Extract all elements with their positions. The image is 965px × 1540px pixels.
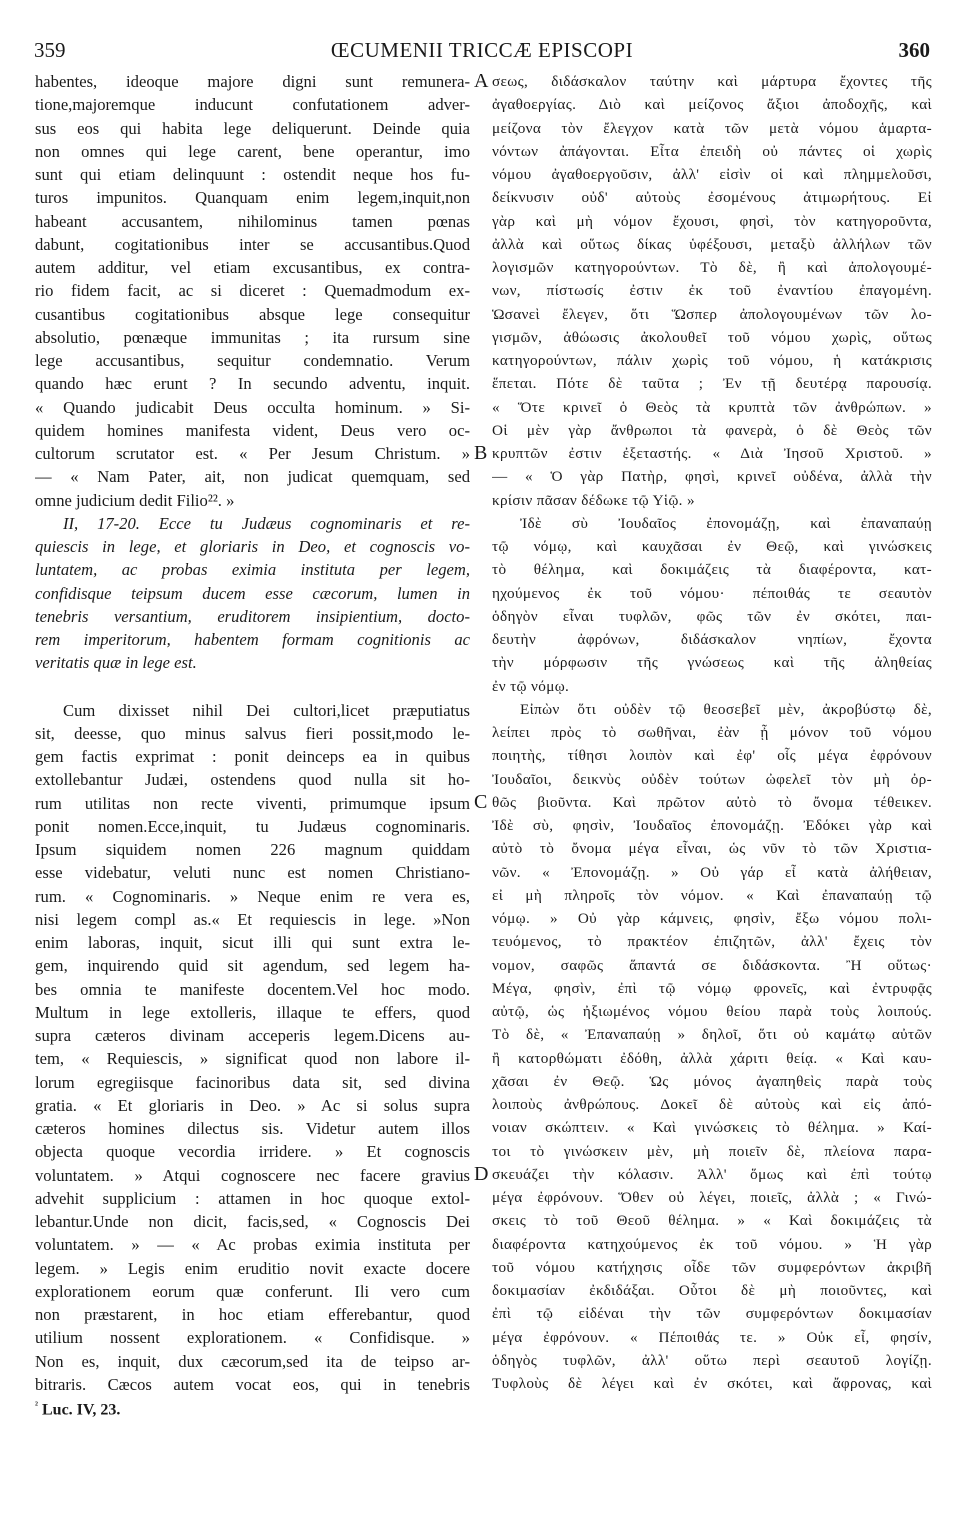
greek-text-line: τὸ θέλημα, καὶ δοκιμάζεις τὰ διαφέροντα, κατ- — [492, 561, 932, 579]
greek-text-line: τῷ νόμῳ, καὶ καυχᾶσαι ἐν Θεῷ, καὶ γινώσκεις — [492, 538, 932, 555]
latin-text-line: quiescis in lege, et gloriaris in Deo, et cognoscis vo- — [35, 537, 470, 556]
latin-text-line: quando hæc erunt ? In secundo adventu, inquit. — [35, 374, 470, 394]
latin-text-line: lebantur.Unde non dicit, facis,sed, « Cognoscis Dei — [35, 1212, 470, 1231]
latin-paragraph-gap — [35, 675, 470, 699]
greek-text-line: νομον, σαφῶς ἅπαντά σε διδάσκοντα. Ἢ οὕτως· — [492, 956, 932, 974]
latin-text-line: omne judicium dedit Filio²². » — [35, 490, 235, 510]
latin-text-line: legem. » Legis enim eruditio novit exacte docere — [35, 1258, 470, 1278]
greek-text-line: αὐτῷ, ὡς ἠξιωμένος νόμου θείου παρὰ τοὺς λοιπούς. — [492, 1003, 932, 1020]
latin-text-line: ponit nomen.Ecce,inquit, tu Judæus cognominaris. — [35, 816, 470, 836]
greek-text-line: σεως, διδάσκαλον ταύτην καὶ μάρτυρα ἔχοντες τῆς — [492, 73, 932, 90]
greek-text-line: θῶς βιοῦντα. Καὶ πρῶτον αὐτὸ τὸ ὄνομα τέθεικεν. — [492, 793, 932, 811]
latin-text-line: Multum in lege extolleris, illaque te effers, quod — [35, 1002, 470, 1022]
latin-text-line: sus eos qui habita lege deliquerunt. Deinde quia — [35, 118, 470, 138]
latin-text-line: sit, deesse, quo minus salvus fieri possit,modo le- — [35, 723, 470, 743]
latin-column — [35, 70, 470, 1396]
latin-text-line: dabunt, cogitationibus inter se accusantibus.Quod — [35, 234, 470, 254]
latin-text-line: rio fidem facit, ac si diceret : Quemadmodum ex- — [35, 281, 470, 301]
latin-text-line: bitraris. Cæcos autem vocat eos, qui in tenebris — [35, 1374, 470, 1394]
latin-text-line: quidem homines manifesta vident, Deus vero oc- — [35, 420, 470, 440]
greek-text-line: λοιποὺς ἀνθρώπους. Δοκεῖ δὲ αὐτοὺς καὶ εἰς ἀπό- — [492, 1096, 932, 1113]
latin-text-line: esse videbatur, veluti nunc est nomen Christiano- — [35, 863, 470, 883]
greek-text-line: νων, πίστωσίς ἐστιν ἐκ τοῦ ἐναντίου ἐπαγομένη. — [492, 282, 932, 300]
latin-text-line: extollebantur Judæi, ostendens quod nulla sit ho- — [35, 770, 470, 790]
greek-text-line: νῶν. « Ἐπονομάζῃ. » Οὐ γάρ εἶ κατὰ ἀλήθειαν, — [492, 863, 932, 881]
greek-text-line: τευόμενος, τὸ πρακτέον ἐπιζητῶν, ἀλλ' ἔχεις τὸν — [492, 933, 932, 951]
greek-text-line: γὰρ καὶ μὴ νόμον ἔχουσι, φησὶ, τὸν κατηγοροῦντα, — [492, 212, 932, 230]
greek-text-line: Εἰπὼν ὅτι οὐδὲν τῷ θεοσεβεῖ μὲν, ἀκροβύστῳ δὲ, — [520, 700, 932, 718]
greek-text-line: ποιητὴς, τίθησι λοιπὸν καὶ ἐφ' οἷς μέγα ἐφρόνουν — [492, 747, 932, 765]
greek-text-line: ἢ κατορθώματι ἐδόθη, ἀλλὰ χάριτι θείᾳ. « Καὶ καυ- — [492, 1049, 932, 1067]
latin-text-line: gratia. « Et gloriaris in Deo. » Ac si solus supra — [35, 1095, 470, 1115]
latin-text-line: habeant accusantem, nihilominus tamen pœnas — [35, 211, 470, 231]
greek-text-line: Τὸ δὲ, « Ἐπαναπαύῃ » δηλοῖ, ὅτι οὐ καμάτῳ αὐτῶν — [492, 1026, 932, 1044]
latin-text-line: supra cæteros divinam acceperis legem.Dicens au- — [35, 1026, 470, 1045]
running-title: ŒCUMENII TRICCÆ EPISCOPI — [330, 38, 634, 62]
latin-text-line: Ipsum siquidem nomen 226 magnum quiddam — [35, 840, 470, 859]
greek-text-line: σκεις τὸ τοῦ Θεοῦ θέλημα. » « Καὶ δοκιμάζεις τὰ — [492, 1212, 932, 1230]
latin-text-line: turos impunitos. Quanquam enim legem,inquit,non — [35, 188, 470, 208]
latin-text-line: lege accusantibus, sequitur condemnatio. Verum — [35, 351, 470, 370]
latin-text-line: nisi legem compl as.« Et requiescis in lege. »Non — [35, 909, 470, 929]
footnote — [35, 1400, 120, 1419]
latin-text-line: advehit supplicium : attamen in hoc quoque extol- — [35, 1188, 470, 1208]
latin-text-line: rum. « Cognominaris. » Neque enim re vera es, — [35, 886, 470, 906]
latin-text-line: gem, inquirendo quid sit agendum, sed legem ha- — [35, 956, 470, 976]
latin-text-line: gem factis exprimat : ponit deinceps ea in quibus — [35, 747, 470, 766]
latin-text-line: tione,majoremque inducunt confutationem adver- — [35, 95, 470, 115]
latin-text-line: « Quando judicabit Deus occulta hominum. » Si- — [35, 397, 470, 417]
greek-text-line: μέγα ἐφρόνουν. Ὅθεν οὐ λέγει, ποιεῖς, ἀλλὰ ; « Γινώ- — [492, 1189, 932, 1206]
greek-text-line: λείπει πρὸς τὸ σωθῆναι, ἐὰν ᾖ μόνον τοῦ νόμου — [492, 724, 932, 741]
latin-text-line: non omnes qui lege carent, bene operantur, imo — [35, 141, 470, 161]
greek-text-line: εἰ μὴ πληροῖς τὸν νόμον. « Καὶ ἐπαναπαύῃ τῷ — [492, 886, 932, 904]
greek-text-line: νόντων ἀπάγονται. Εἶτα ἐπειδὴ οὐ πάντες οἱ χωρὶς — [492, 142, 932, 160]
page-number-left: 359 — [34, 38, 66, 62]
latin-text-line: cusantibus cogitationibus absque lege consequitur — [35, 304, 470, 324]
greek-text-line: ὁδηγὸν εἶναι τυφλῶν, φῶς τῶν ἐν σκότει, παι- — [492, 607, 932, 625]
greek-text-line: Ὡσανεὶ ἔλεγεν, ὅτι Ὥσπερ ἀπολογουμένων τῶν λο- — [492, 305, 932, 323]
latin-text-line: voluntatem. » Atqui cognoscere nec facere gravius — [35, 1165, 470, 1185]
greek-text-line: Τυφλοὺς δὲ λέγει καὶ ἐν σκότει, καὶ ἄφρονας, καὶ — [492, 1375, 932, 1392]
greek-text-line: Ἰδὲ σὺ Ἰουδαῖος ἐπονομάζῃ, καὶ ἐπαναπαύῃ — [520, 514, 932, 532]
greek-text-line: αὐτὸ τὸ ὄνομα μέγα εἶναι, ὡς νῦν τὸ τῶν Χριστια- — [492, 840, 932, 858]
greek-text-line: ἕπεται. Πότε δὲ ταῦτα ; Ἐν τῇ δευτέρᾳ παρουσίᾳ. — [492, 375, 932, 393]
greek-text-line: ἐν τῷ νόμῳ. — [492, 677, 570, 695]
latin-text-line: Cum dixisset nihil Dei cultori,licet præputiatus — [63, 700, 470, 720]
latin-text-line: habentes, ideoque majore digni sunt remunera- — [35, 72, 470, 91]
latin-text-line: rum utilitas non recte viventi, primumque ipsum — [35, 793, 470, 813]
greek-text-line: γισμῶν, ἀθώωσις ἀκολουθεῖ τοῦ νόμου χωρὶς, οὕτως — [492, 328, 932, 346]
greek-text-line: τοι τὸ γινώσκειν μὲν, μὴ ποιεῖν δὲ, πλείονα παρα- — [492, 1142, 932, 1160]
greek-text-line: δοκιμασίαν ἐκδιδάξαι. Οὗτοι δὲ μὴ ποιοῦντες, καὶ — [492, 1282, 932, 1299]
greek-text-line: — « Ὁ γὰρ Πατὴρ, φησὶ, κρινεῖ οὐδένα, ἀλλὰ τὴν — [492, 468, 932, 486]
latin-text-line: veritatis quæ in lege est. — [35, 653, 197, 673]
greek-text-line: διαφέροντα κατηχούμενος ἐκ τοῦ νόμου. » Ἡ γὰρ — [492, 1235, 932, 1253]
greek-text-line: « Ὅτε κρινεῖ ὁ Θεὸς τὰ κρυπτὰ τῶν ἀνθρώπων. » — [492, 398, 932, 416]
latin-text-line: cæteros homines dilectus sis. Videtur autem illos — [35, 1119, 470, 1138]
latin-text-line: confidisque teipsum ducem esse cæcorum, lumen in — [35, 583, 470, 603]
page-header — [34, 38, 930, 68]
latin-text-line: cultorum scrutator est. « Per Jesum Christum. » — [35, 444, 470, 463]
greek-text-line: ἀγαθοεργίας. Διὸ καὶ μείζονος ἄξιοι ἀποδοχῆς, καὶ — [492, 96, 932, 114]
latin-text-line: utilium nossent explorationem. « Confidisque. » — [35, 1328, 470, 1348]
greek-text-line: τοῦ νόμου κατήχησις οἶδε τῶν συμφερόντων ἀκριβῆ — [492, 1258, 932, 1276]
latin-text-line: autem additur, vel etiam excusantibus, ex contra- — [35, 258, 470, 277]
greek-text-line: δευτὴν ἀφρόνων, διδάσκαλον νηπίων, ἔχοντα — [492, 631, 932, 648]
latin-text-line: luntatem, ac probas eximia instituta per legem, — [35, 560, 470, 580]
section-marker-d: D — [474, 1163, 489, 1185]
greek-text-line: μείζονα τὸν ἔλεγχον κατὰ τῶν μετὰ νόμου ἁμαρτα- — [492, 119, 932, 137]
latin-text-line: explorationem eorum quæ conferunt. Ili vero cum — [35, 1281, 470, 1301]
section-marker-c: C — [474, 791, 488, 813]
latin-text-line: non præstarent, in hoc etiam efferebantur, quod — [35, 1305, 470, 1324]
latin-text-line: tenebris versantium, eruditorem insipientium, docto- — [35, 606, 470, 626]
greek-text-line: σκευάζει τὴν κόλασιν. Ἀλλ' ὅμως καὶ ἐπὶ τούτῳ — [492, 1165, 932, 1183]
latin-text-line: tem, « Requiescis, » significat quod non labore il- — [35, 1049, 470, 1069]
greek-text-line: Μέγα, φησὶν, ἐπὶ τῷ νόμῳ φρονεῖς, καὶ ἐντρυφᾷς — [492, 979, 932, 997]
latin-text-line: — « Nam Pater, ait, non judicat quemquam, sed — [35, 467, 470, 487]
greek-text-line: ὁδηγὸς τυφλῶν, ἀλλ' οὕτω περὶ σεαυτοῦ λογίζῃ. — [492, 1351, 932, 1369]
latin-text-line: objecta quoque vecordia irridere. » Et cognoscis — [35, 1142, 470, 1162]
greek-text-line: ἐπὶ τῷ εἰδέναι τὴν τῶν συμφερόντων δοκιμασίαν — [492, 1305, 932, 1323]
greek-text-line: κατηγορούντων, πάλιν χωρὶς τοῦ νόμου, ἡ κατάκρισις — [492, 352, 932, 369]
greek-text-line: Ἰδὲ σὺ, φησὶν, Ἰουδαῖος ἐπονομάζῃ. Ἐδόκει γὰρ καὶ — [492, 817, 932, 834]
section-marker-b: B — [474, 442, 488, 464]
latin-text-line: sunt qui etiam delinquunt : ostendit neque hos fu- — [35, 165, 470, 184]
greek-column — [492, 70, 932, 1395]
greek-text-line: Ἰουδαῖοι, δεικνὺς οὐδὲν τούτων ὠφελεῖ τὸν μὴ ὀρ- — [492, 770, 932, 788]
latin-text-line: Non es, inquit, dux cæcorum,sed ita de teipso ar- — [35, 1351, 470, 1371]
latin-text-line: rem imperitorum, habentem formam cognitionis ac — [35, 630, 470, 649]
footnote-text: Luc. IV, 23. — [42, 1401, 121, 1419]
greek-text-line: τὴν μόρφωσιν τῆς γνώσεως καὶ τῆς ἀληθείας — [492, 654, 932, 672]
greek-text-line: κρυπτῶν ἐστιν ἐξεταστής. « Διὰ Ἰησοῦ Χριστοῦ. » — [492, 445, 932, 462]
greek-text-line: κρίσιν πᾶσαν δέδωκε τῷ Υἱῷ. » — [492, 491, 695, 509]
greek-text-line: νόμου ἀγαθοεργοῦσιν, ἀλλ' εἰσὶν οἱ καὶ πλημμελοῦσι, — [492, 166, 932, 183]
greek-text-line: λογισμῶν κατηγορούντων. Τὸ δὲ, ἢ καὶ ἀπολογουμέ- — [492, 259, 932, 276]
latin-text-line: voluntatem. » — « Ac probas eximia instituta per — [35, 1235, 470, 1255]
latin-text-line: bes omnia te manifeste docentem.Vel hoc modo. — [35, 979, 470, 999]
latin-text-line: enim laboras, inquit, sicut illi qui sunt extra le- — [35, 933, 470, 952]
greek-text-line: νόμῳ. » Οὐ γὰρ κάμνεις, φησὶν, ἔξω νόμου πολι- — [492, 910, 932, 927]
greek-text-line: ηχούμενος ἐκ τοῦ νόμου· πέποιθάς τε σεαυτὸν — [492, 584, 932, 602]
section-marker-a: A — [474, 70, 489, 92]
greek-text-line: μέγα ἐφρόνουν. « Πέποιθάς τε. » Οὐκ εἶ, φησίν, — [492, 1328, 932, 1346]
greek-text-line: Οἱ μὲν γὰρ ἄνθρωποι τὰ φανερὰ, ὁ δὲ Θεὸς τῶν — [492, 421, 932, 439]
page-number-right: 360 — [898, 38, 930, 62]
latin-text-line: absolutio, pœnæque immunitas ; ita rursum sine — [35, 327, 470, 347]
greek-text-line: χᾶσαι ἐν Θεῷ. Ὡς μόνος ἀγαπηθεὶς παρὰ τοὺς — [492, 1072, 932, 1090]
greek-text-line: δείκνυσιν οὐδ' αὐτοὺς ἐσομένους ἀτιμωρήτους. Εἰ — [492, 189, 932, 207]
latin-text-line: lorum egregiisque facinoribus data sit, sed divina — [35, 1072, 470, 1092]
footnote-marker: ² — [35, 1400, 38, 1411]
greek-text-line: νοιαν σκώπτειν. « Καὶ γινώσκεις τὸ θέλημα. » Καί- — [492, 1119, 932, 1137]
greek-text-line: ἀλλὰ καὶ οὕτως δίκας ὑφέξουσι, μεταξὺ ἀλλήλων τῶν — [492, 235, 932, 253]
latin-text-line: II, 17-20. Ecce tu Judæus cognominaris et re- — [63, 513, 470, 533]
